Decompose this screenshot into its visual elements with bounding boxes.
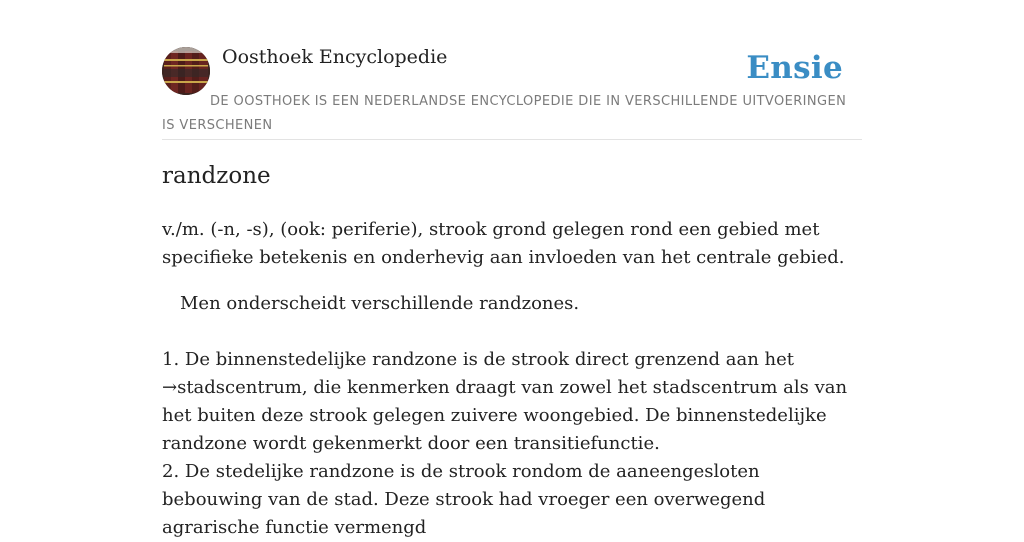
point-2-text: 2. De stedelijke randzone is de strook rondom de aaneengesloten bebouwing van de stad. Deze strook had vroeger een overwegend agrarische functie vermengd <box>162 461 766 538</box>
brand-logo[interactable]: Ensie <box>746 50 843 86</box>
site-tagline: DE OOSTHOEK IS EEN NEDERLANDSE ENCYCLOPEDIE DIE IN VERSCHILLENDE UITVOERINGEN IS VERSCHENEN <box>162 94 847 133</box>
page <box>162 0 862 538</box>
point-1-line-1: 1. De binnenstedelijke randzone is de strook direct grenzend aan het <box>162 349 794 370</box>
header <box>162 0 862 140</box>
page-title: randzone <box>162 163 271 189</box>
site-name-link[interactable]: Oosthoek Encyclopedie <box>222 46 448 68</box>
encyclopedia-books-icon[interactable] <box>162 47 210 95</box>
article-body <box>162 216 862 542</box>
intro-text: Men onderscheidt verschillende randzones. <box>180 293 580 314</box>
point-1-text: →stadscentrum, die kenmerken draagt van zowel het stadscentrum als van het buiten deze strook gelegen zuivere woongebied. De binnenstedelijke randzone wordt gekenmerkt door een transitiefunctie. <box>162 377 848 454</box>
definition-text: v./m. (-n, -s), (ook: periferie), strook grond gelegen rond een gebied met specifieke betekenis en onderhevig aan invloeden van het centrale gebied. <box>162 219 845 268</box>
